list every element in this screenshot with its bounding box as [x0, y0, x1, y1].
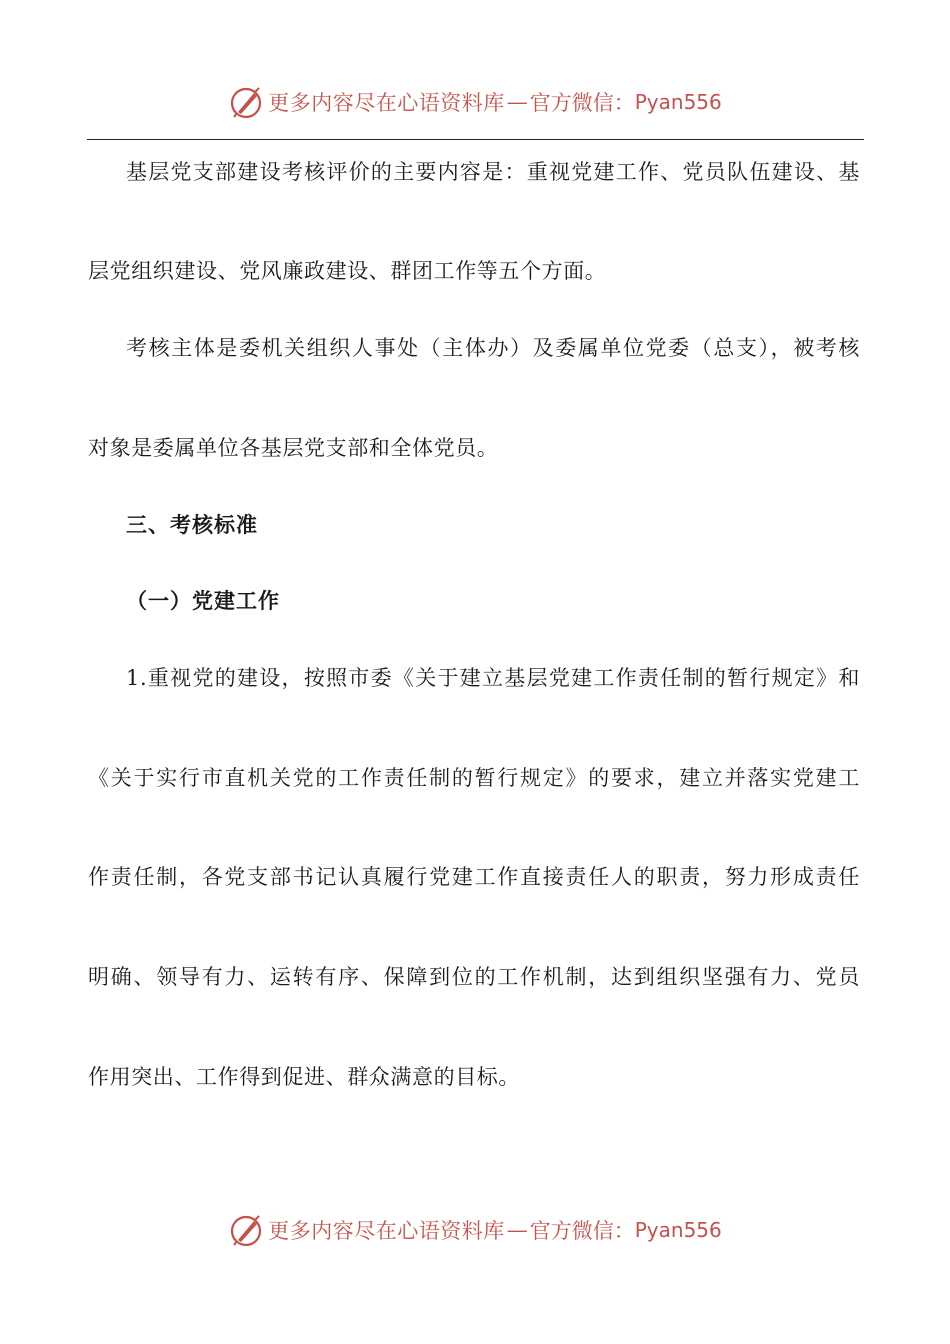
subsection-heading: （一）党建工作	[126, 588, 280, 613]
paragraph-3-line-4: 明确、领导有力、运转有序、保障到位的工作机制，达到组织坚强有力、党员	[88, 965, 860, 989]
paragraph-1-line-1: 基层党支部建设考核评价的主要内容是：重视党建工作、党员队伍建设、基	[126, 160, 860, 184]
footer-dash: —	[506, 1218, 528, 1242]
paragraph-1-line-2: 层党组织建设、党风廉政建设、群团工作等五个方面。	[88, 259, 607, 283]
section-heading: 三、考核标准	[126, 512, 258, 537]
quill-logo-icon	[228, 84, 264, 120]
quill-logo-icon	[228, 1212, 264, 1248]
footer-wechat-label: 官方微信：	[529, 1219, 635, 1243]
footer-wechat-id: Pyan556	[634, 1218, 722, 1242]
header-dash: —	[506, 90, 528, 114]
paragraph-2-line-2: 对象是委属单位各基层党支部和全体党员。	[88, 436, 499, 460]
header-wechat-label: 官方微信：	[529, 91, 635, 115]
paragraph-3-line-2: 《关于实行市直机关党的工作责任制的暂行规定》的要求，建立并落实党建工	[88, 766, 860, 790]
header-brand-name: 更多内容尽在心语资料库	[268, 91, 505, 115]
paragraph-3-line-3: 作责任制，各党支部书记认真履行党建工作直接责任人的职责，努力形成责任	[88, 865, 860, 889]
paragraph-2-line-1: 考核主体是委机关组织人事处（主体办）及委属单位党委（总支），被考核	[126, 336, 860, 360]
paragraph-3-line-1: 1.重视党的建设，按照市委《关于建立基层党建工作责任制的暂行规定》和	[126, 666, 860, 690]
header-divider	[87, 139, 864, 140]
footer-brand	[0, 1212, 950, 1248]
paragraph-3-line-5: 作用突出、工作得到促进、群众满意的目标。	[88, 1065, 520, 1089]
header-brand	[0, 84, 950, 120]
header-wechat-id: Pyan556	[634, 90, 722, 114]
footer-brand-name: 更多内容尽在心语资料库	[268, 1219, 505, 1243]
